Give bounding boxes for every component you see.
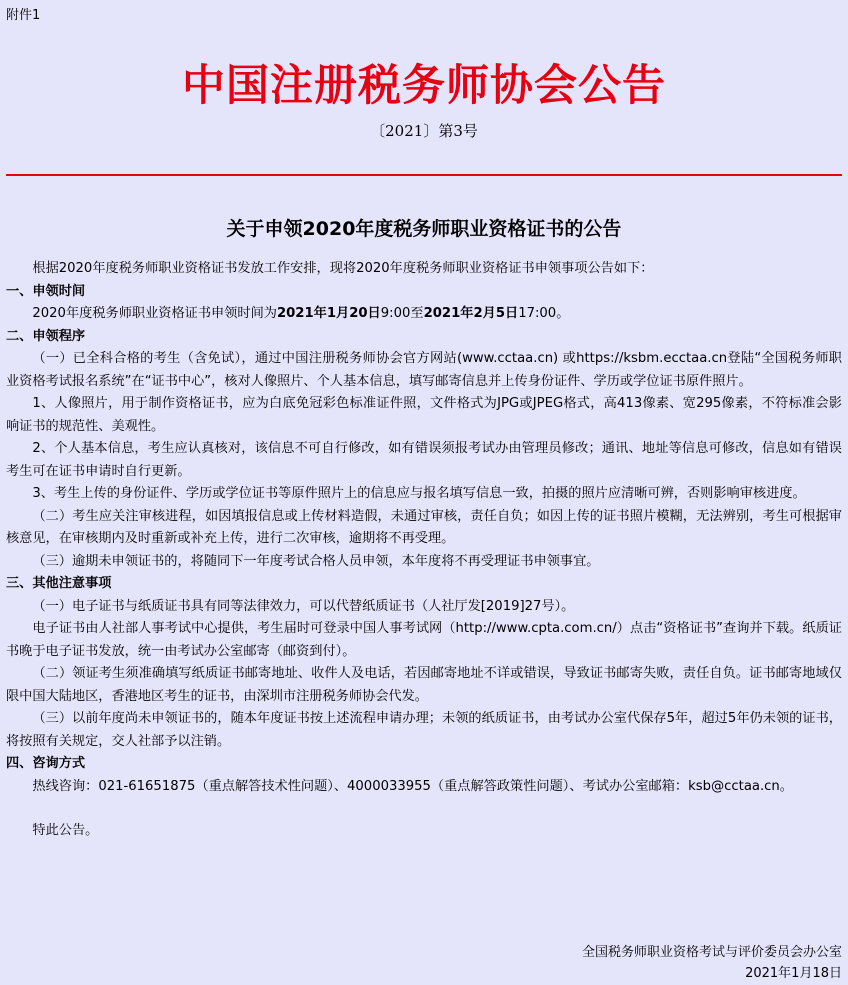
procedure-paragraph-6: （三）逾期未申领证书的，将随同下一年度考试合格人员申领，本年度将不再受理证书申领事宜。	[32, 553, 600, 569]
notes-paragraph-4: （三）以前年度尚未申领证书的，随本年度证书按上述流程申请办理；未领的纸质证书，由考试办公室代保存5年，超过5年仍未领的证书，将按照有关规定，交人社部予以注销。	[6, 711, 842, 749]
signature-organization: 全国税务师职业资格考试与评价委员会办公室	[581, 945, 842, 960]
end-time: 17:00。	[518, 306, 570, 321]
notice-body	[6, 258, 842, 843]
intro-paragraph: 根据2020年度税务师职业资格证书发放工作安排，现将2020年度税务师职业资格证书申领事项公告如下：	[32, 261, 654, 276]
red-divider	[6, 174, 842, 176]
procedure-paragraph-3: 2、个人基本信息，考生应认真核对，该信息不可自行修改，如有错误须报考试办由管理员修改；通讯、地址等信息可修改，信息如有错误考生可在证书申请时自行更新。	[6, 441, 842, 479]
spacer	[6, 798, 842, 820]
notice-title: 关于申领2020年度税务师职业资格证书的公告	[226, 218, 622, 240]
procedure-paragraph-5: （二）考生应关注审核进程，如因填报信息或上传材料造假，未通过审核，责任自负；如因上传的证书照片模糊，无法辨别，考生可根据审核意见，在审核期内及时重新或补充上传，进行二次审核，逾期将不再受理。	[6, 508, 842, 546]
signature-block	[582, 942, 842, 984]
closing-text: 特此公告。	[32, 823, 99, 838]
end-date: 2021年2月5日	[423, 306, 519, 321]
notes-paragraph-3: （二）领证考生须准确填写纸质证书邮寄地址、收件人及电话，若因邮寄地址不详或错误，导致证书邮寄失败，责任自负。证书邮寄地域仅限中国大陆地区，香港地区考生的证书，由深圳市注册税务师协会代发。	[6, 666, 842, 704]
procedure-paragraph-1: （一）已全科合格的考生（含免试），通过中国注册税务师协会官方网站(www.cctaa.cn) 或https://ksbm.ecctaa.cn登陆“全国税务师职业资格考试报名系统”在“证书中心”，核对人像照片、个人基本信息，填写邮寄信息并上传身份证件、学历或学位证书原件照片。	[6, 351, 842, 389]
section-heading-other-notes: 三、其他注意事项	[6, 576, 112, 591]
application-time-paragraph	[6, 303, 842, 326]
signature-date: 2021年1月18日	[745, 966, 842, 981]
start-time: 9:00至	[380, 306, 424, 321]
contact-paragraph: 热线咨询：021-61651875（重点解答技术性问题）、4000033955（重点解答政策性问题）、考试办公室邮箱：ksb@cctaa.cn。	[32, 778, 793, 794]
procedure-paragraph-4: 3、考生上传的身份证件、学历或学位证书等原件照片上的信息应与报名填写信息一致，拍摄的照片应清晰可辨，否则影响审核进度。	[32, 486, 806, 501]
application-time-text: 2020年度税务师职业资格证书申领时间为	[32, 306, 277, 321]
section-heading-application-time: 一、申领时间	[6, 283, 86, 299]
section-heading-procedure: 二、申领程序	[6, 328, 86, 344]
attachment-label: 附件1	[6, 8, 41, 23]
main-title: 中国注册税务师协会公告	[182, 61, 666, 111]
document-number: 〔2021〕第3号	[370, 122, 478, 140]
procedure-paragraph-2: 1、人像照片，用于制作资格证书，应为白底免冠彩色标准证件照，文件格式为JPG或JPEG格式，高413像素、宽295像素，不符标准会影响证书的规范性、美观性。	[6, 396, 842, 434]
notes-paragraph-2: 电子证书由人社部人事考试中心提供，考生届时可登录中国人事考试网（http://www.cpta.com.cn/）点击“资格证书”查询并下载。纸质证书晚于电子证书发放，统一由考试办公室邮寄（邮资到付）。	[6, 621, 842, 659]
start-date: 2021年1月20日	[276, 306, 381, 321]
notes-paragraph-1: （一）电子证书与纸质证书具有同等法律效力，可以代替纸质证书（人社厅发[2019]27号）。	[32, 598, 575, 614]
section-heading-contact: 四、咨询方式	[6, 756, 86, 771]
